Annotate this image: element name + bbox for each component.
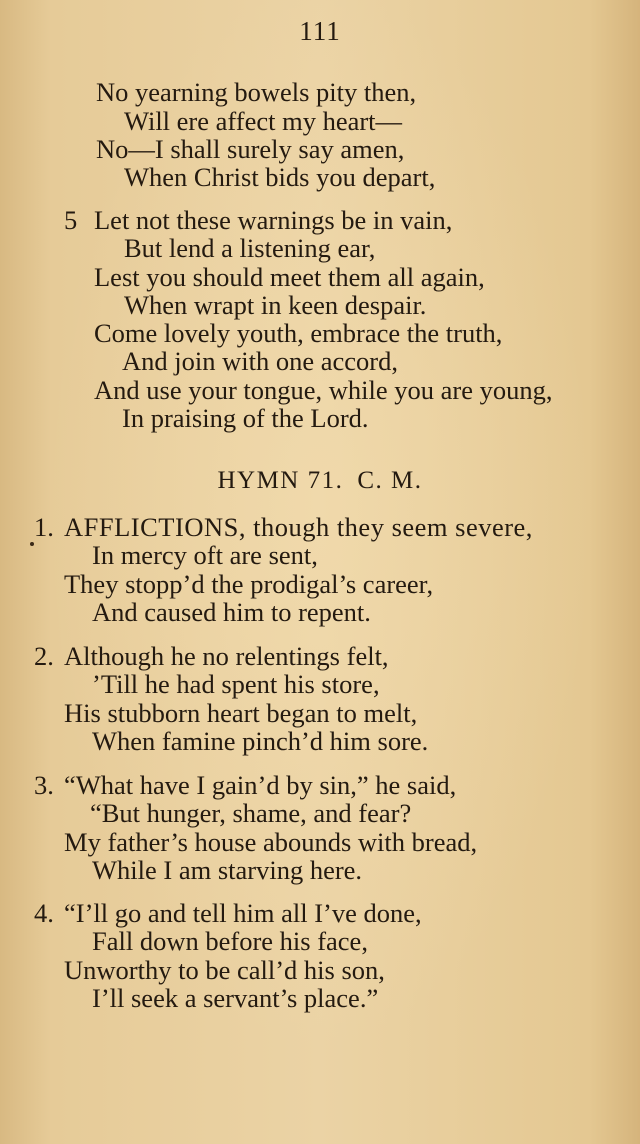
verse-line: When wrapt in keen despair. [124, 290, 427, 320]
verse-line: Unworthy to be call’d his son, [64, 955, 385, 985]
ink-speck [30, 542, 34, 546]
verse-line: Lest you should meet them all again, [94, 262, 485, 292]
verse-line: ’Till he had spent his store, [92, 669, 380, 699]
verse-line: Fall down before his face, [92, 926, 368, 956]
verse-line: His stubborn heart began to melt, [64, 698, 418, 728]
verse-line: When Christ bids you depart, [124, 162, 436, 192]
verse-line: But lend a listening ear, [124, 233, 376, 263]
verse-line: In praising of the Lord. [122, 403, 369, 433]
verse-line: In mercy oft are sent, [92, 540, 318, 570]
verse-number: 3. [34, 770, 54, 800]
verse-line: My father’s house abounds with bread, [64, 827, 478, 857]
page-number: 111 [299, 16, 341, 46]
verse-line: No—I shall surely say amen, [96, 134, 405, 164]
verse-line: And caused him to repent. [92, 597, 371, 627]
hymn-meter: C. M. [357, 467, 423, 494]
verse-line: I’ll seek a servant’s place.” [92, 983, 379, 1013]
verse-line: And join with one accord, [122, 346, 398, 376]
hymn-number: HYMN 71. [217, 467, 344, 494]
verse-line: While I am starving here. [92, 855, 363, 885]
verse-line: Will ere affect my heart— [124, 106, 403, 136]
hymn-title [0, 466, 640, 496]
verse-line: No yearning bowels pity then, [96, 77, 417, 107]
verse-line: Come lovely youth, embrace the truth, [94, 318, 503, 348]
verse-line: When famine pinch’d him sore. [92, 726, 429, 756]
verse-line: “I’ll go and tell him all I’ve done, [64, 898, 422, 928]
verse-number: 1. [34, 512, 54, 542]
verse-line: “What have I gain’d by sin,” he said, [64, 770, 457, 800]
stanza-number: 5 [64, 205, 78, 235]
verse-line: AFFLICTIONS, though they seem severe, [64, 512, 533, 542]
verse-line: Although he no relentings felt, [64, 641, 389, 671]
verse-line: Let not these warnings be in vain, [94, 205, 453, 235]
verse-number: 2. [34, 641, 54, 671]
verse-number: 4. [34, 898, 54, 928]
verse-line: And use your tongue, while you are young, [94, 375, 553, 405]
verse-line: “But hunger, shame, and fear? [90, 798, 412, 828]
verse-line: They stopp’d the prodigal’s career, [64, 569, 434, 599]
